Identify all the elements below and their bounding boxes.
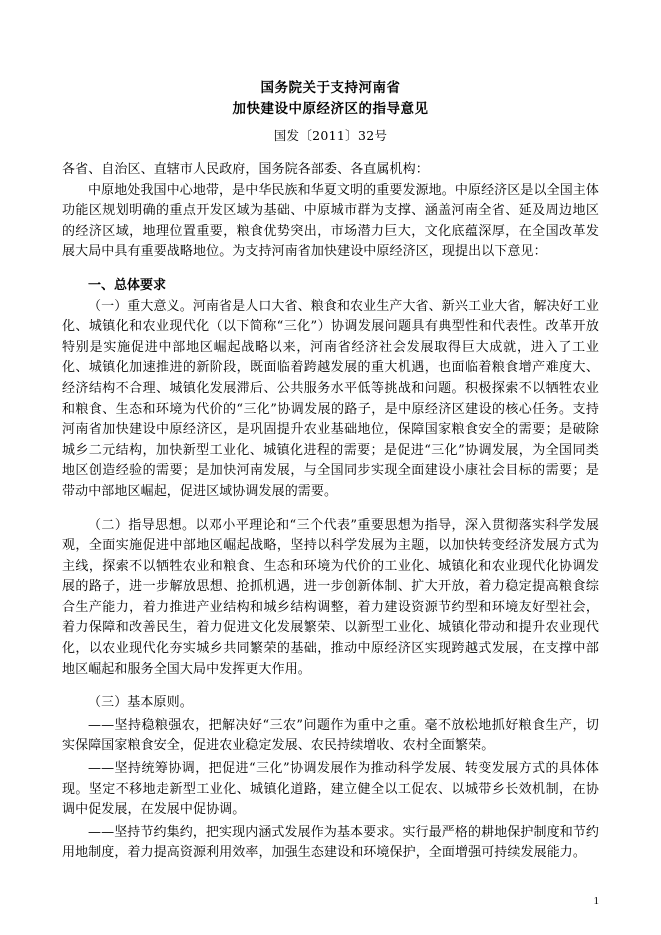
document-number: 国发〔2011〕32号: [273, 128, 388, 143]
page-number: 1: [593, 895, 599, 907]
document-body: [62, 160, 599, 864]
principle-item-coordination: ——坚持统筹协调，把促进“三化”协调发展作为推动科学发展、转变发展方式的具体体现。坚定不移地走新型工业化、城镇化道路，建立健全以工促农、以城带乡长效机制，在协调中促发展，在发展中促协调。: [62, 761, 599, 818]
principle-item-grain: ——坚持稳粮强农，把解决好“三农”问题作为重中之重。毫不放松地抓好粮食生产，切实保障国家粮食安全，促进农业稳定发展、农民持续增收、农村全面繁荣。: [62, 717, 599, 754]
paragraph-significance: （一）重大意义。河南省是人口大省、粮食和农业生产大省、新兴工业大省，解决好工业化、城镇化和农业现代化（以下简称“三化”）协调发展问题具有典型性和代表性。改革开放特别是实施促进中部地区崛起战略以来，河南省经济社会发展取得巨大成就，进入了工业化、城镇化加速推进的新阶段，既面临着跨越发展的重大机遇，也面临着粮食增产难度大、经济结构不合理、城镇化发展滞后、公共服务水平低等挑战和问题。积极探索不以牺牲农业和粮食、生态和环境为代价的“三化”协调发展的路子，是中原经济区建设的核心任务。支持河南省加快建设中原经济区，是巩固提升农业基础地位，保障国家粮食安全的需要；是破除城乡二元结构，加快新型工业化、城镇化进程的需要；是促进“三化”协调发展，为全国同类地区创造经验的需要；是加快河南发展，与全国同步实现全面建设小康社会目标的需要；是带动中部地区崛起，促进区域协调发展的需要。: [62, 298, 599, 499]
intro-paragraph: 中原地处我国中心地带，是中华民族和华夏文明的重要发源地。中原经济区是以全国主体功能区规划明确的重点开发区域为基础、中原城市群为支撑、涵盖河南全省、延及周边地区的经济区域，地理位置重要，粮食优势突出，市场潜力巨大，文化底蕴深厚，在全国改革发展大局中具有重要战略地位。为支持河南省加快建设中原经济区，现提出以下意见：: [62, 182, 599, 260]
paragraph-basic-principles: （三）基本原则。: [88, 695, 193, 711]
section-heading-1: 一、总体要求: [88, 277, 167, 293]
principle-item-conservation: ——坚持节约集约，把实现内涵式发展作为基本要求。实行最严格的耕地保护制度和节约用地制度，着力提高资源利用效率，加强生态建设和环境保护，全面增强可持续发展能力。: [62, 824, 599, 861]
document-title-line-2: 加快建设中原经济区的指导意见: [232, 101, 429, 117]
salutation: 各省、自治区、直辖市人民政府，国务院各部委、各直属机构：: [62, 162, 429, 177]
document-title: [62, 78, 599, 120]
document-title-line-1: 国务院关于支持河南省: [260, 80, 401, 96]
paragraph-guiding-thought: （二）指导思想。以邓小平理论和“三个代表”重要思想为指导，深入贯彻落实科学发展观，全面实施促进中部地区崛起战略，坚持以科学发展为主题，以加快转变经济发展方式为主线，探索不以牺牲农业和粮食、生态和环境为代价的工业化、城镇化和农业现代化协调发展的路子，进一步解放思想、抢抓机遇，进一步创新体制、扩大开放，着力稳定提高粮食综合生产能力，着力推进产业结构和城乡结构调整，着力建设资源节约型和环境友好型社会，着力保障和改善民生，着力促进文化发展繁荣、以新型工业化、城镇化带动和提升农业现代化，以农业现代化夯实城乡共同繁荣的基础，推动中原经济区实现跨越式发展，在支撑中部地区崛起和服务全国大局中发挥更大作用。: [62, 517, 599, 677]
